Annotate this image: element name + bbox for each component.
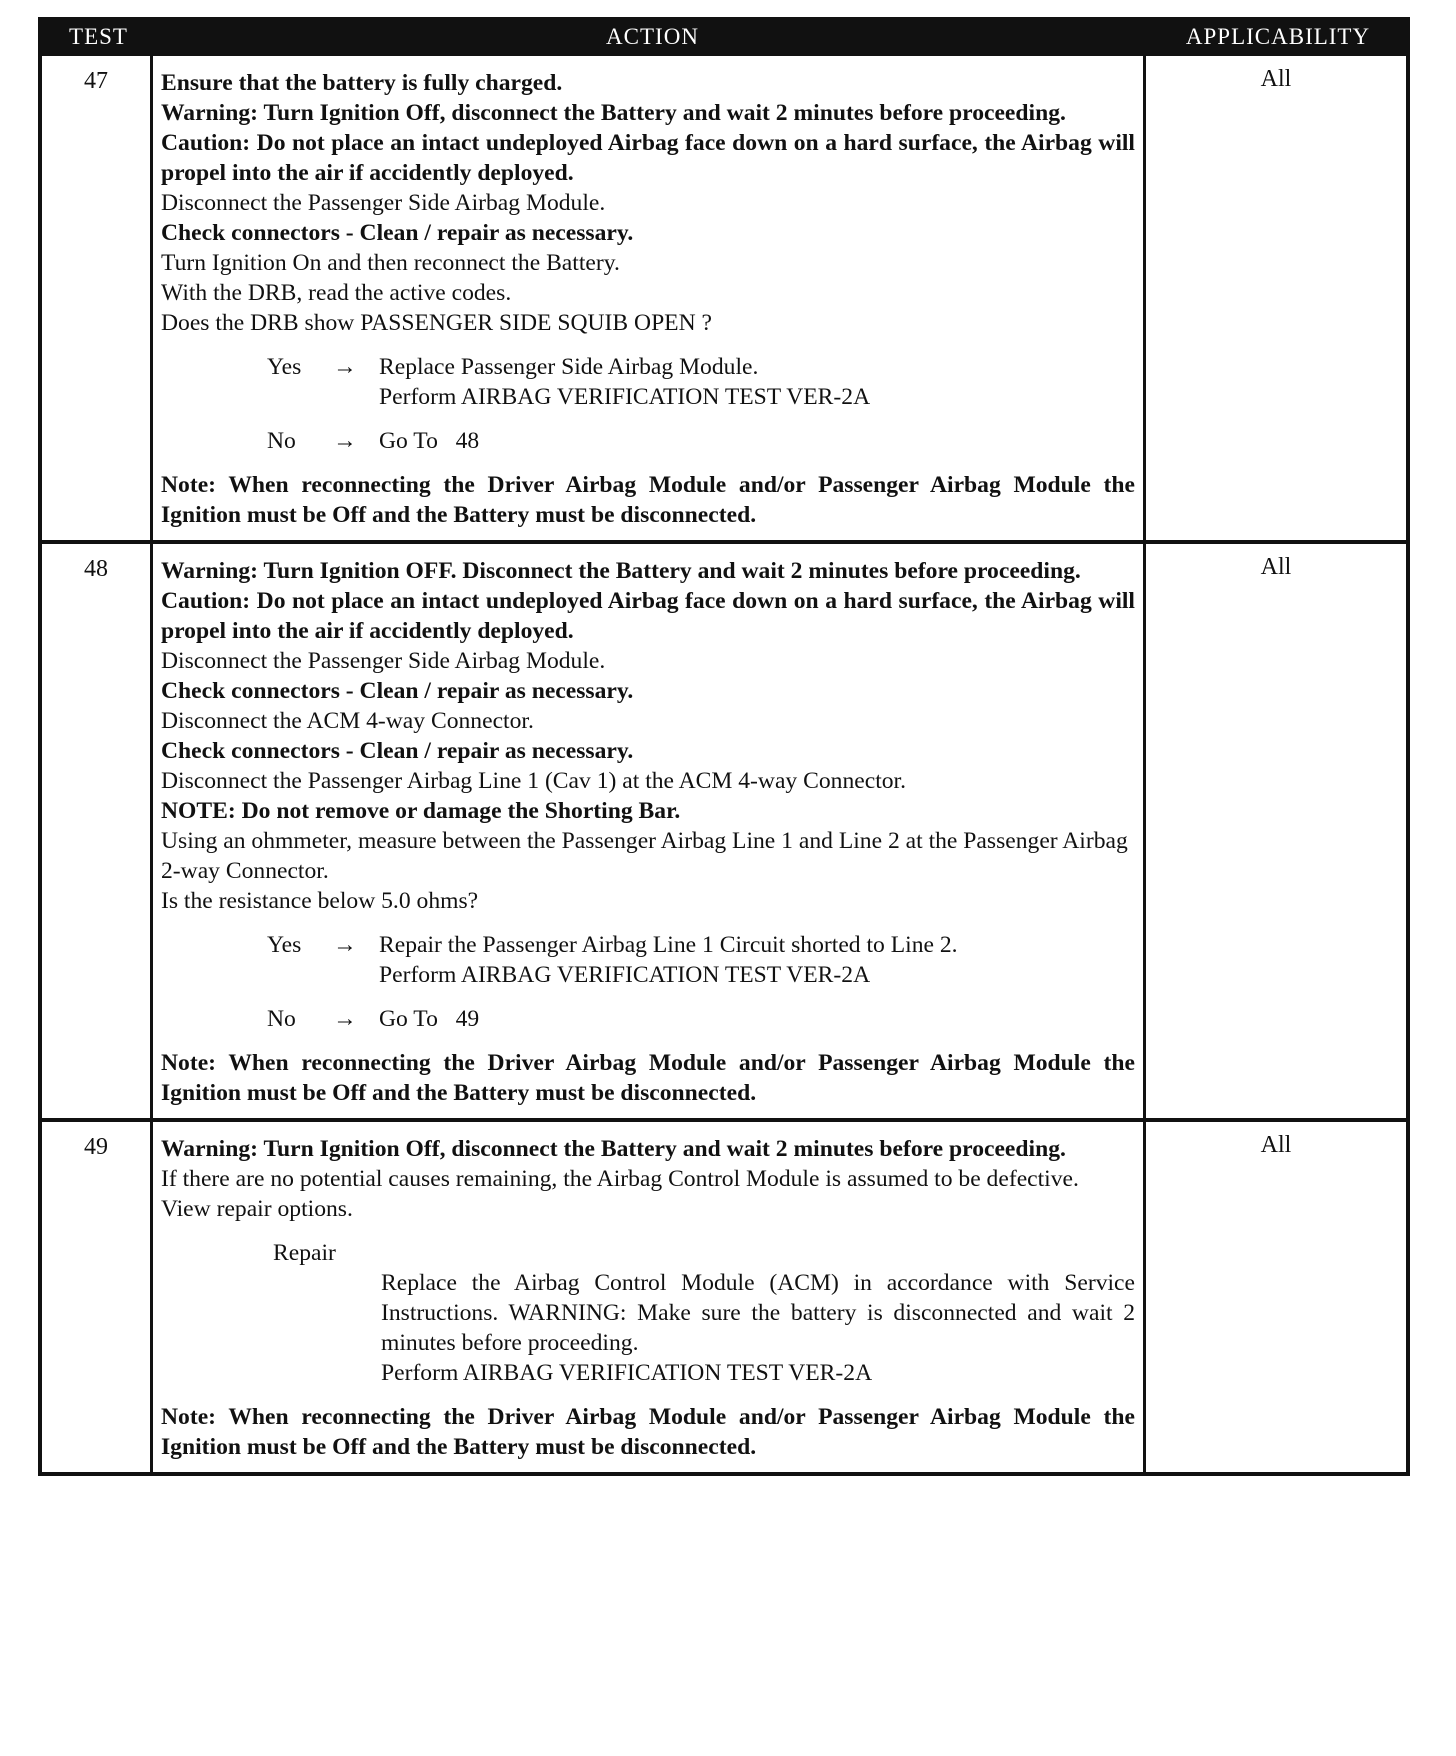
caution-line: Caution: Do not place an intact undeployed Airbag face down on a hard surface, the Airbag will propel into the air if accidently deployed.: [161, 130, 1135, 186]
table-header: [38, 17, 1410, 56]
note-line: Note: When reconnecting the Driver Airbag Module and/or Passenger Airbag Module the Ignition must be Off and the Battery must be disconnected.: [161, 1404, 1135, 1460]
action-line: NOTE: Do not remove or damage the Shorting Bar.: [161, 798, 681, 824]
yes-outcome: [379, 352, 1135, 412]
repair-line: Perform AIRBAG VERIFICATION TEST VER-2A: [381, 1360, 873, 1386]
warning-line: Warning: Turn Ignition Off, disconnect the Battery and wait 2 minutes before proceeding.: [161, 1136, 1066, 1162]
header-test: TEST: [69, 23, 128, 49]
right-arrow-icon: →: [333, 428, 357, 454]
no-line: Go To 48: [379, 428, 480, 454]
action-line: Check connectors - Clean / repair as necessary.: [161, 678, 634, 704]
action-cell: [153, 544, 1146, 1118]
no-branch: [267, 426, 1135, 456]
action-line: Check connectors - Clean / repair as necessary.: [161, 738, 634, 764]
table-row: [38, 56, 1410, 544]
right-arrow-icon: →: [333, 354, 357, 380]
action-line: Using an ohmmeter, measure between the Passenger Airbag Line 1 and Line 2 at the Passenger Airbag 2-way Connector.: [161, 828, 1128, 884]
repair-line: Replace the Airbag Control Module (ACM) in accordance with Service Instructions. WARNING: Make sure the battery is disconnected and wait 2 minutes before proceeding.: [381, 1270, 1135, 1356]
no-label: No: [267, 1006, 296, 1032]
action-cell: [153, 1122, 1146, 1472]
yes-line: Repair the Passenger Airbag Line 1 Circuit shorted to Line 2.: [379, 932, 958, 958]
right-arrow-icon: →: [333, 932, 357, 958]
no-label: No: [267, 428, 296, 454]
yes-label: Yes: [267, 354, 302, 380]
yes-branch: [267, 930, 1135, 990]
action-line: Disconnect the Passenger Airbag Line 1 (Cav 1) at the ACM 4-way Connector.: [161, 768, 906, 794]
action-line: Turn Ignition On and then reconnect the Battery.: [161, 250, 620, 276]
action-line: View repair options.: [161, 1196, 353, 1222]
yes-line: Replace Passenger Side Airbag Module.: [379, 354, 759, 380]
warning-line: Warning: Turn Ignition Off, disconnect the Battery and wait 2 minutes before proceeding.: [161, 100, 1066, 126]
action-line: Check connectors - Clean / repair as necessary.: [161, 220, 634, 246]
header-applicability: APPLICABILITY: [1185, 23, 1371, 49]
action-cell: [153, 56, 1146, 540]
yes-label: Yes: [267, 932, 302, 958]
test-number: 47: [42, 56, 153, 540]
question-line: Is the resistance below 5.0 ohms?: [161, 888, 479, 914]
yes-line: Perform AIRBAG VERIFICATION TEST VER-2A: [379, 962, 871, 988]
header-action: ACTION: [606, 23, 699, 49]
applicability-cell: All: [1260, 66, 1292, 92]
yes-outcome: [379, 930, 1135, 990]
caution-line: Caution: Do not place an intact undeployed Airbag face down on a hard surface, the Airbag will propel into the air if accidently deployed.: [161, 588, 1135, 644]
table-row: [38, 1122, 1410, 1476]
right-arrow-icon: →: [333, 1006, 357, 1032]
action-line: With the DRB, read the active codes.: [161, 280, 512, 306]
question-line: Does the DRB show PASSENGER SIDE SQUIB OPEN ?: [161, 310, 713, 336]
action-line: Ensure that the battery is fully charged.: [161, 70, 563, 96]
applicability-cell: All: [1260, 1132, 1292, 1158]
table-row: [38, 544, 1410, 1122]
action-line: Disconnect the Passenger Side Airbag Module.: [161, 648, 606, 674]
action-line: Disconnect the Passenger Side Airbag Module.: [161, 190, 606, 216]
applicability-cell: All: [1260, 554, 1292, 580]
test-number: 49: [42, 1122, 153, 1472]
yes-line: Perform AIRBAG VERIFICATION TEST VER-2A: [379, 384, 871, 410]
no-line: Go To 49: [379, 1006, 480, 1032]
warning-line: Warning: Turn Ignition OFF. Disconnect the Battery and wait 2 minutes before proceeding.: [161, 558, 1081, 584]
test-number: 48: [42, 544, 153, 1118]
note-line: Note: When reconnecting the Driver Airbag Module and/or Passenger Airbag Module the Ignition must be Off and the Battery must be disconnected.: [161, 472, 1135, 528]
action-line: Disconnect the ACM 4-way Connector.: [161, 708, 534, 734]
diagnostic-table: [38, 17, 1410, 1476]
action-line: If there are no potential causes remaining, the Airbag Control Module is assumed to be defective.: [161, 1166, 1079, 1192]
no-branch: [267, 1004, 1135, 1034]
note-line: Note: When reconnecting the Driver Airbag Module and/or Passenger Airbag Module the Ignition must be Off and the Battery must be disconnected.: [161, 1050, 1135, 1106]
yes-branch: [267, 352, 1135, 412]
repair-label: Repair: [273, 1240, 336, 1266]
